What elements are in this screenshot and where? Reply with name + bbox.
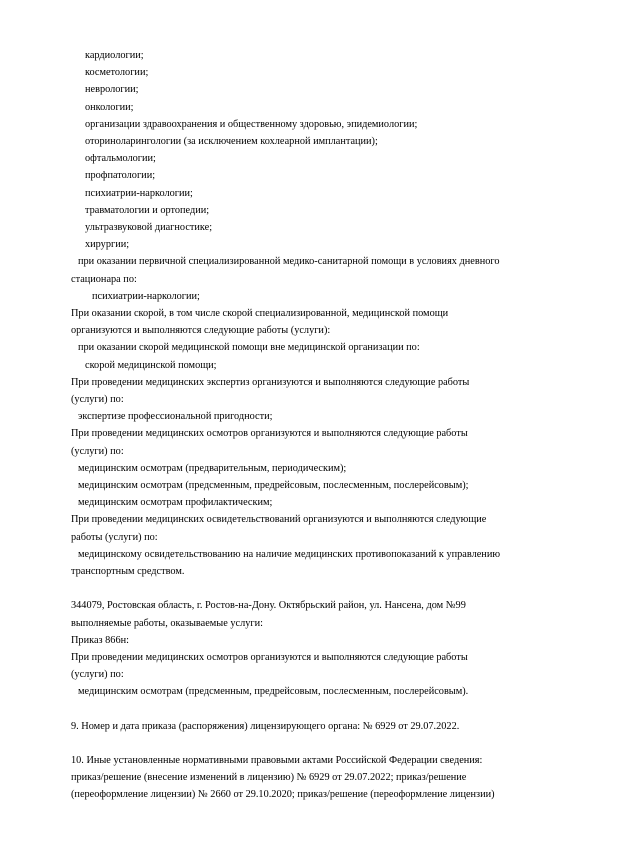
works-line: психиатрии-наркологии; — [92, 290, 200, 302]
address-line: медицинским осмотрам (предсменным, предрейсовым, послесменным, послерейсовым). — [78, 686, 469, 698]
specialty-line: психиатрии-наркологии; — [85, 187, 193, 199]
address-line: Приказ 866н: — [71, 634, 129, 646]
works-line: медицинскому освидетельствованию на наличие медицинских противопоказаний к управлению — [78, 548, 501, 560]
document-body — [71, 47, 574, 803]
item-9-line: 9. Номер и дата приказа (распоряжения) лицензирующего органа: № 6929 от 29.07.2022. — [71, 720, 460, 732]
works-line: медицинским осмотрам (предварительным, периодическим); — [78, 462, 347, 474]
works-line: (услуги) по: — [71, 445, 124, 457]
specialty-line: офтальмологии; — [85, 153, 156, 165]
works-line: транспортным средством. — [71, 566, 185, 578]
item-10-other-information — [71, 752, 574, 804]
works-line: При проведении медицинских освидетельствований организуются и выполняются следующие — [71, 514, 487, 526]
works-block — [71, 425, 574, 511]
works-line: медицинским осмотрам профилактическим; — [78, 497, 273, 509]
spacer — [71, 735, 574, 752]
works-line: При оказании скорой, в том числе скорой специализированной, медицинской помощи — [71, 308, 449, 320]
item-10-line: (переоформление лицензии) № 2660 от 29.10.2020; приказ/решение (переоформление лицензии) — [71, 789, 495, 801]
works-line: скорой медицинской помощи; — [85, 359, 217, 371]
works-block — [71, 511, 574, 580]
address-line: (услуги) по: — [71, 669, 124, 681]
works-line: При проведении медицинских экспертиз организуются и выполняются следующие работы — [71, 376, 470, 388]
specialty-line: хирургии; — [85, 239, 130, 251]
works-line: при оказании скорой медицинской помощи вне медицинской организации по: — [78, 342, 420, 354]
address-line: 344079, Ростовская область, г. Ростов-на-Дону. Октябрьский район, ул. Нансена, дом №99 — [71, 600, 466, 612]
specialty-line: неврологии; — [85, 84, 139, 96]
specialty-list — [71, 47, 574, 253]
works-line: организуются и выполняются следующие работы (услуги): — [71, 325, 331, 337]
item-9-order-number-and-date — [71, 718, 574, 735]
address-line: При проведении медицинских осмотров организуются и выполняются следующие работы — [71, 651, 468, 663]
address-line: выполняемые работы, оказываемые услуги: — [71, 617, 263, 629]
specialty-line: оториноларингологии (за исключением кохлеарной имплантации); — [85, 136, 378, 148]
works-block — [71, 305, 574, 374]
works-block — [71, 374, 574, 426]
works-line: при оказании первичной специализированной медико-санитарной помощи в условиях дневного — [78, 256, 500, 268]
address-block — [71, 597, 574, 700]
specialty-line: травматологии и ортопедии; — [85, 204, 210, 216]
works-line: медицинским осмотрам (предсменным, предрейсовым, послесменным, послерейсовым); — [78, 480, 469, 492]
works-line: стационара по: — [71, 273, 137, 285]
specialty-line: ультразвуковой диагностике; — [85, 222, 213, 234]
specialty-line: онкологии; — [85, 101, 134, 113]
specialty-line: кардиологии; — [85, 50, 144, 61]
specialty-line: косметологии; — [85, 67, 149, 79]
works-line: экспертизе профессиональной пригодности; — [78, 411, 273, 423]
spacer — [71, 580, 574, 597]
item-10-line: 10. Иные установленные нормативными правовыми актами Российской Федерации сведения: — [71, 754, 483, 766]
works-line: При проведении медицинских осмотров организуются и выполняются следующие работы — [71, 428, 468, 440]
license-works-blocks — [71, 253, 574, 580]
works-line: работы (услуги) по: — [71, 531, 158, 543]
specialty-line: организации здравоохранения и общественному здоровью, эпидемиологии; — [85, 118, 418, 130]
specialty-line: профпатологии; — [85, 170, 156, 182]
item-10-line: приказ/решение (внесение изменений в лицензию) № 6929 от 29.07.2022; приказ/решение — [71, 771, 467, 783]
works-line: (услуги) по: — [71, 394, 124, 406]
spacer — [71, 701, 574, 718]
works-block — [71, 253, 574, 305]
